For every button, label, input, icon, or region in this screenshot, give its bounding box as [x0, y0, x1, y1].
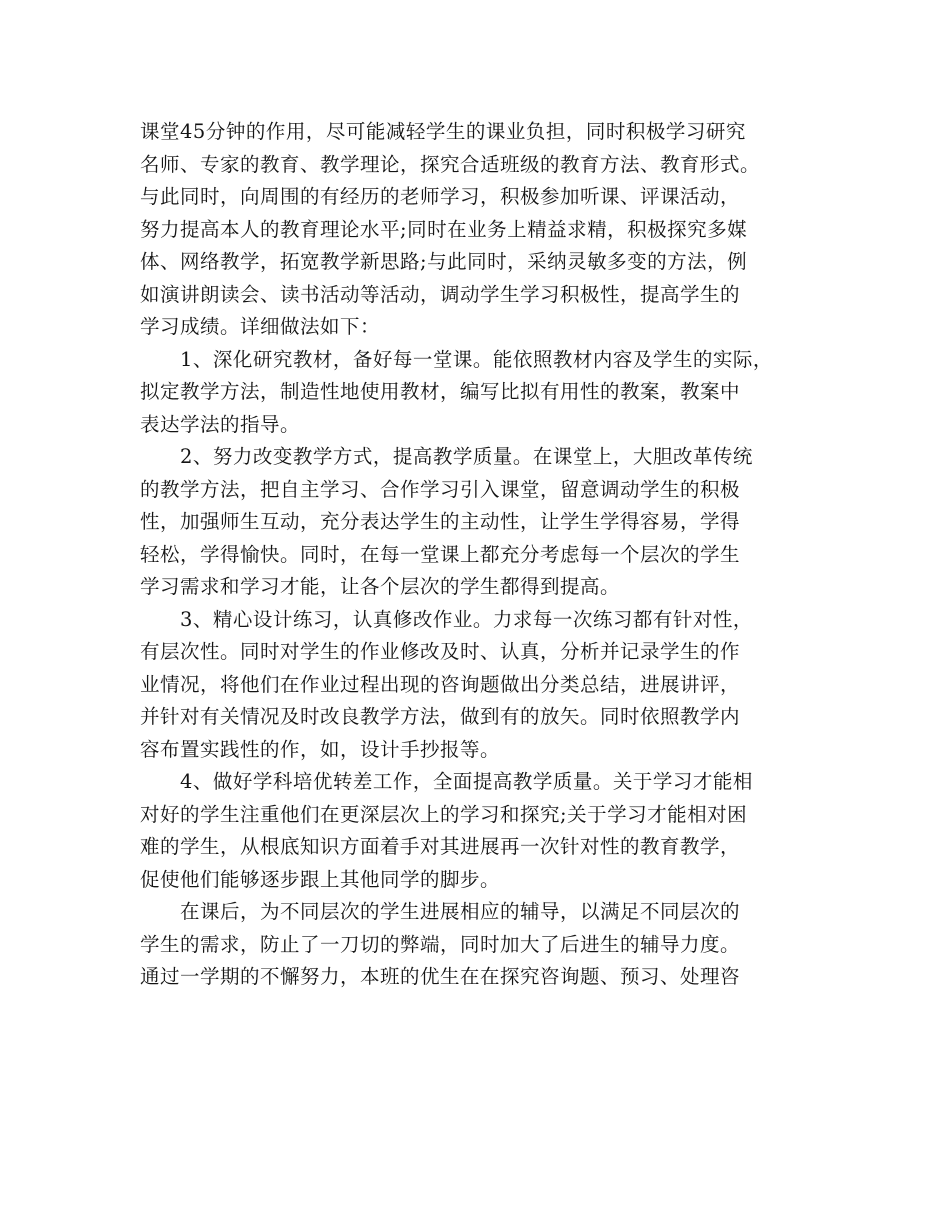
text-line: 性，加强师生互动，充分表达学生的主动性，让学生学得容易，学得 — [140, 510, 741, 533]
text-line: 体、网络教学，拓宽教学新思路;与此同时，采纳灵敏多变的方法，例 — [140, 250, 748, 273]
text-line: 对好的学生注重他们在更深层次上的学习和探究;关于学习才能相对困 — [140, 802, 748, 826]
text-line: 学习需求和学习才能，让各个层次的学生都得到提高。 — [140, 575, 621, 598]
text-line: 2、努力改变教学方式，提高教学质量。在课堂上，大胆改革传统 — [140, 445, 753, 468]
document-body — [140, 116, 830, 994]
text-line: 有层次性。同时对学生的作业修改及时、认真，分析并记录学生的作 — [140, 640, 741, 663]
text-line: 学生的需求，防止了一刀切的弊端，同时加大了后进生的辅导力度。 — [140, 932, 741, 956]
text-line: 如演讲朗读会、读书活动等活动，调动学生学习积极性，提高学生的 — [140, 282, 741, 306]
text-line: 并针对有关情况及时改良教学方法，做到有的放矢。同时依照教学内 — [140, 705, 741, 728]
text-line: 课堂45分钟的作用，尽可能减轻学生的课业负担，同时积极学习研究 — [140, 120, 746, 143]
text-line: 促使他们能够逐步跟上其他同学的脚步。 — [140, 867, 501, 891]
text-line: 4、做好学科培优转差工作，全面提高教学质量。关于学习才能相 — [140, 770, 753, 793]
text-line: 1、深化研究教材，备好每一堂课。能依照教材内容及学生的实际， — [140, 347, 773, 371]
text-line: 名师、专家的教育、教学理论，探究合适班级的教育方法、教育形式。 — [140, 152, 761, 176]
text-line: 通过一学期的不懈努力，本班的优生在在探究咨询题、预习、处理咨 — [140, 965, 741, 988]
text-line: 与此同时，向周围的有经历的老师学习，积极参加听课、评课活动， — [140, 185, 741, 208]
text-line: 表达学法的指导。 — [140, 412, 301, 436]
text-line: 业情况，将他们在作业过程出现的咨询题做出分类总结，进展讲评， — [140, 672, 741, 696]
text-line: 努力提高本人的教育理论水平;同时在业务上精益求精，积极探究多媒 — [140, 217, 748, 241]
text-line: 学习成绩。详细做法如下： — [140, 315, 381, 338]
text-line: 的教学方法，把自主学习、合作学习引入课堂，留意调动学生的积极 — [140, 477, 741, 501]
text-line: 轻松，学得愉快。同时，在每一堂课上都充分考虑每一个层次的学生 — [140, 542, 741, 566]
text-line: 拟定教学方法，制造性地使用教材，编写比拟有用性的教案，教案中 — [140, 380, 741, 403]
text-line: 3、精心设计练习，认真修改作业。力求每一次练习都有针对性， — [140, 607, 753, 631]
text-line: 在课后，为不同层次的学生进展相应的辅导，以满足不同层次的 — [140, 900, 741, 923]
text-line: 容布置实践性的作，如，设计手抄报等。 — [140, 737, 501, 761]
text-line: 难的学生，从根底知识方面着手对其进展再一次针对性的教育教学， — [140, 835, 741, 858]
